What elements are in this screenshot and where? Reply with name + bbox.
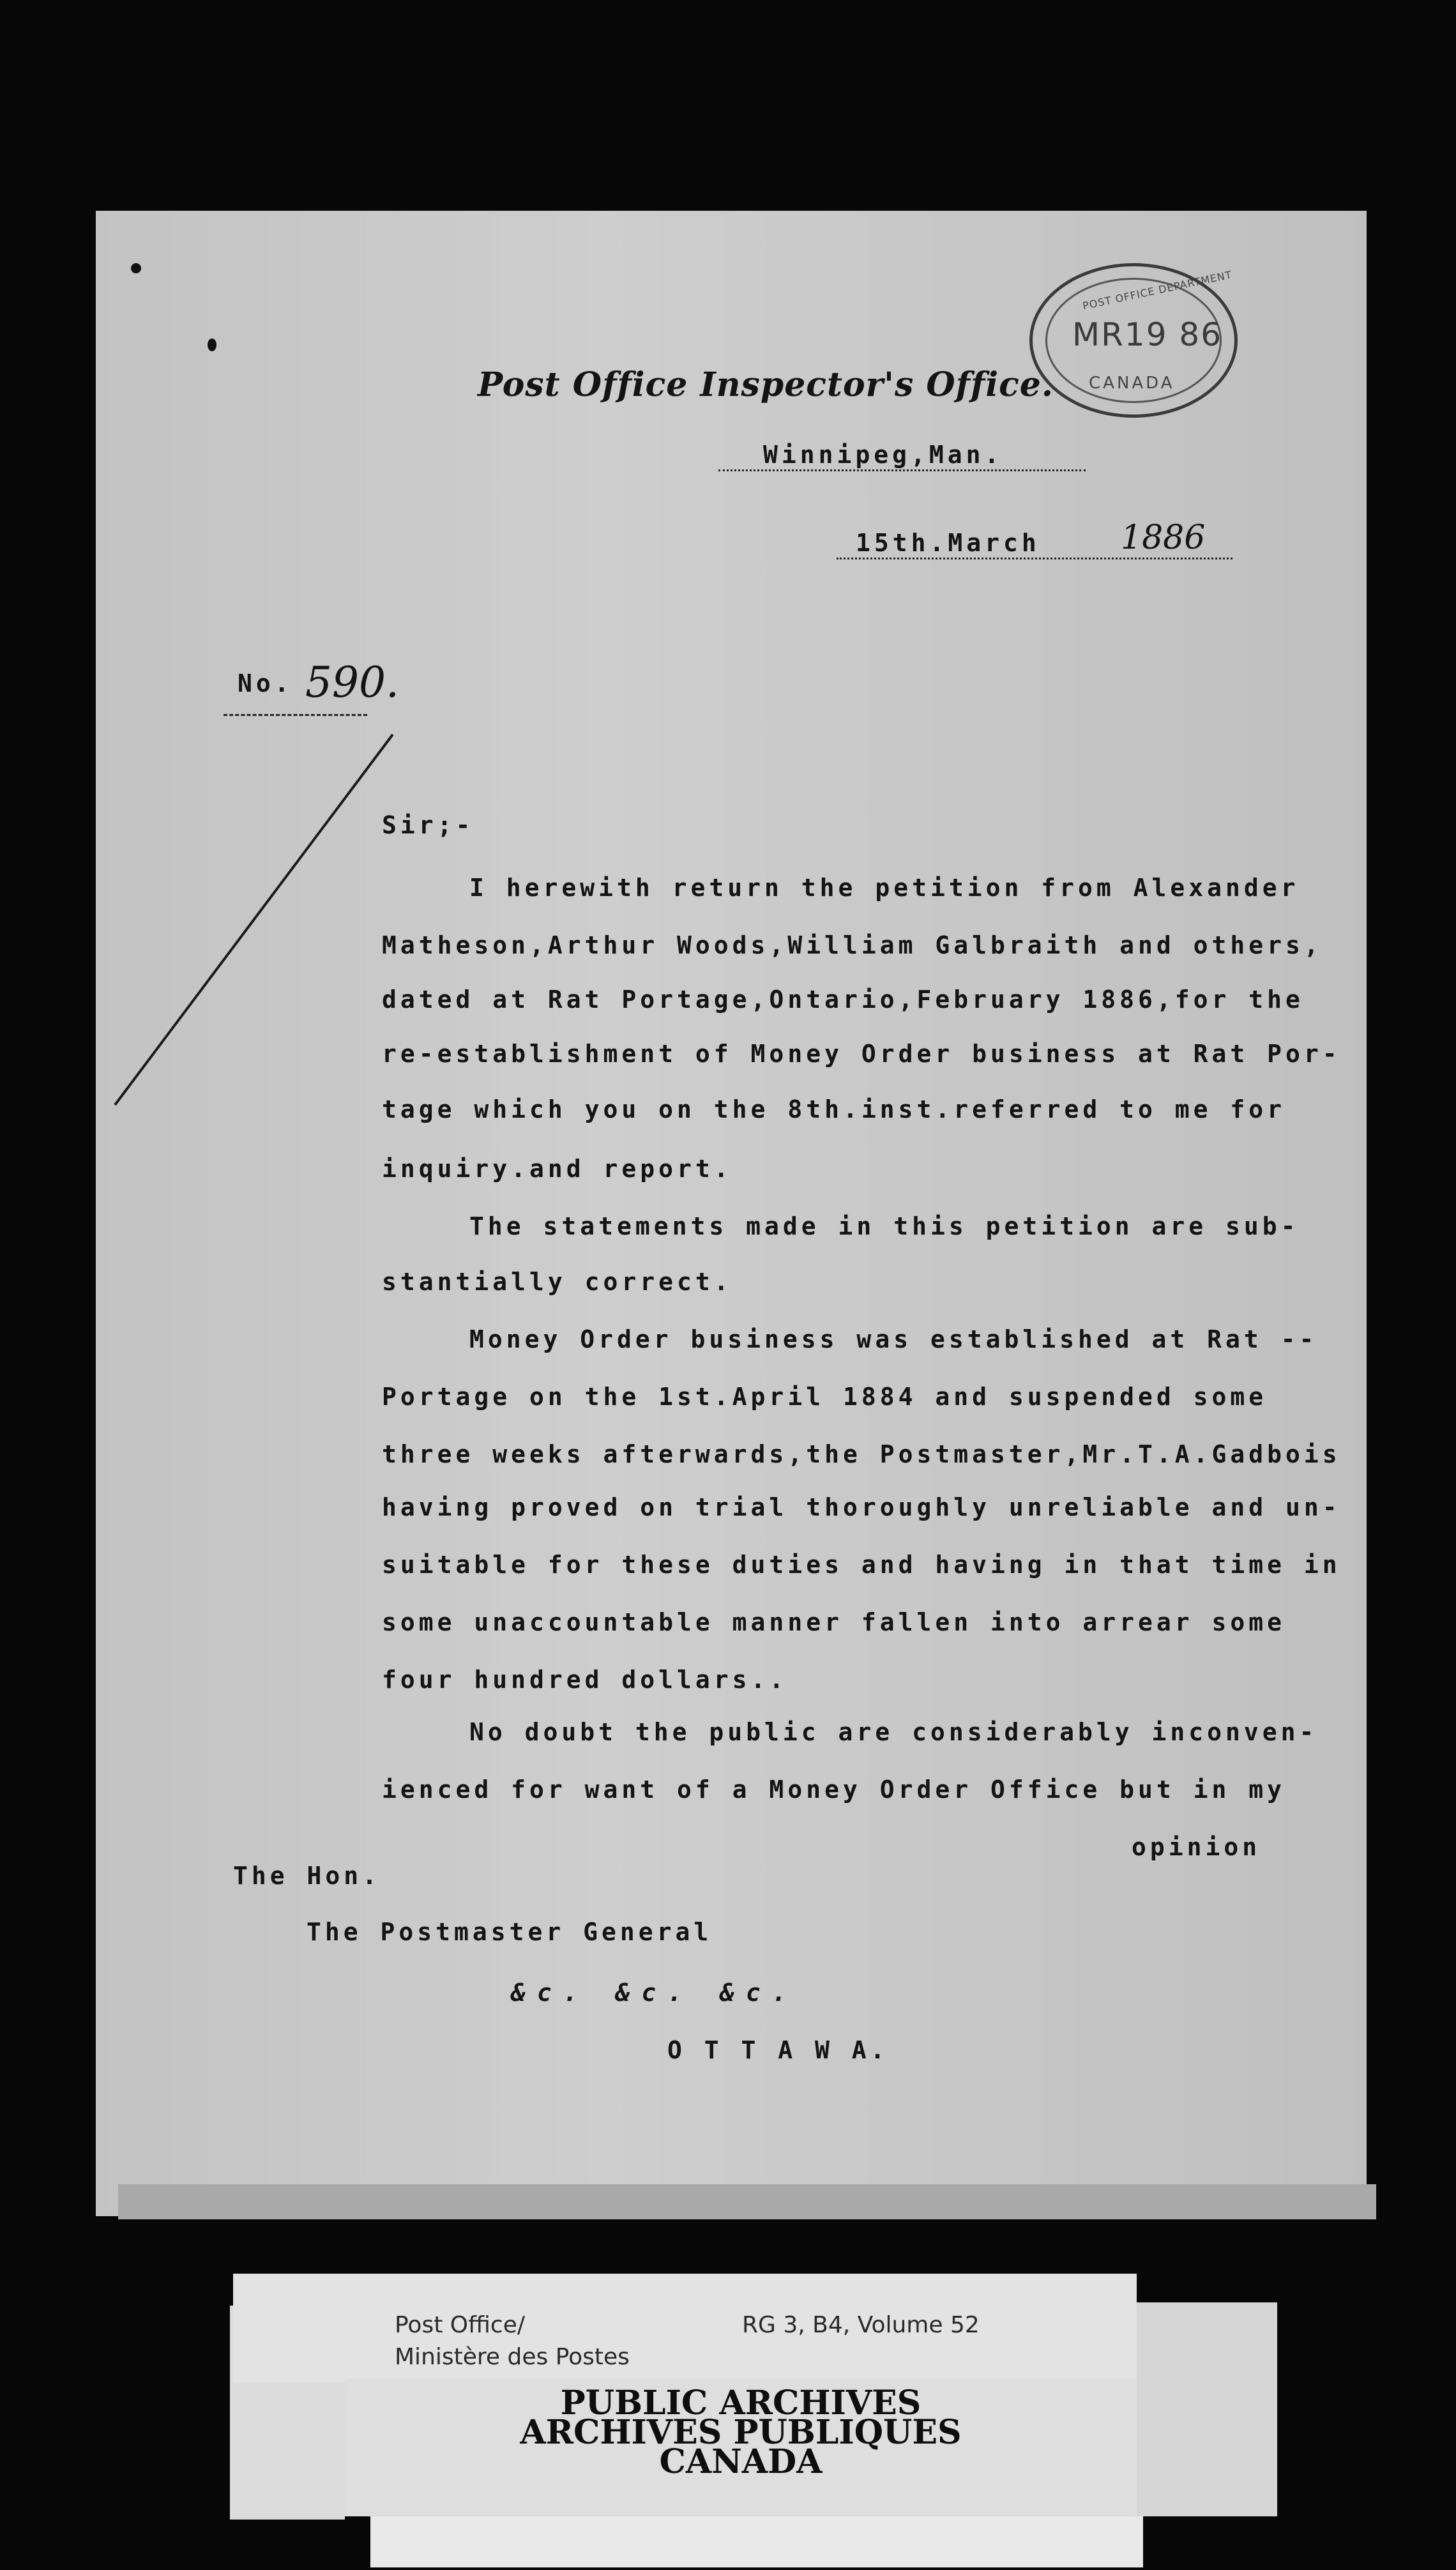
diagonal-line (115, 734, 393, 1105)
letter-line: having proved on trial thoroughly unreliable and un- (382, 1493, 1341, 1521)
reference-rule (224, 714, 367, 716)
date-rule (837, 558, 1232, 559)
letter-line: Matheson,Arthur Woods,William Galbraith and others, (382, 931, 1323, 959)
recipient-etc: &c. &c. &c. (511, 1979, 798, 2007)
letter-line: tage which you on the 8th.inst.referred to me for (382, 1095, 1286, 1123)
reference-label: No. (238, 669, 293, 697)
reference-number: 590. (305, 658, 399, 707)
letter-line: dated at Rat Portage,Ontario,February 1886,for the (382, 985, 1304, 1014)
fonds-line-1: Post Office/ (395, 2312, 525, 2338)
archive-label-top (233, 2274, 1137, 2382)
page-edge (118, 2184, 1376, 2219)
letter-line: Money Order business was established at Rat -- (469, 1325, 1318, 1353)
place-line: Winnipeg,Man. (763, 441, 1003, 469)
archive-reference: RG 3, B4, Volume 52 (742, 2312, 980, 2338)
archives-line-2: ARCHIVES PUBLIQUES (520, 2413, 962, 2452)
letter-line: four hundred dollars.. (382, 1666, 788, 1694)
archives-line-1: PUBLIC ARCHIVES (560, 2384, 921, 2422)
date-line: 15th.March (856, 529, 1040, 557)
catchword: opinion (1132, 1833, 1261, 1861)
letter-line: The statements made in this petition are sub- (469, 1212, 1300, 1240)
ink-speck (131, 263, 141, 273)
archives-line-3: CANADA (659, 2442, 823, 2481)
received-stamp (1029, 263, 1238, 418)
label-backing-right (1137, 2302, 1277, 2516)
stamp-bottom-text: CANADA (1089, 374, 1175, 393)
recipient-title: The Hon. (233, 1862, 381, 1890)
letter-line: stantially correct. (382, 1268, 732, 1296)
letter-line: I herewith return the petition from Alexander (469, 874, 1300, 902)
letter-line: Portage on the 1st.April 1884 and suspended some (382, 1383, 1268, 1411)
letter-line: three weeks afterwards,the Postmaster,Mr.T.A.Gadbois (382, 1440, 1341, 1468)
letter-line: ienced for want of a Money Order Office but in my (382, 1775, 1286, 1804)
letter-line: No doubt the public are considerably inconven- (469, 1718, 1318, 1746)
place-rule (718, 469, 1086, 471)
date-year: 1886 (1121, 519, 1206, 557)
ink-speck (208, 338, 216, 351)
salutation: Sir;- (382, 811, 474, 839)
margin-stroke (109, 728, 402, 1111)
letter-line: re-establishment of Money Order business at Rat Por- (382, 1040, 1341, 1068)
letter-line: some unaccountable manner fallen into arrear some (382, 1608, 1286, 1636)
stamp-date: MR19 86 (1072, 316, 1223, 353)
stamp-top-text: POST OFFICE DEPARTMENT (1081, 268, 1234, 312)
letter-line: suitable for these duties and having in that time in (382, 1551, 1341, 1579)
office-heading: Post Office Inspector's Office. (478, 365, 1054, 404)
letter-line: inquiry.and report. (382, 1155, 732, 1183)
label-strip (370, 2516, 1143, 2567)
recipient-city: O T T A W A. (667, 2036, 889, 2064)
fonds-line-2: Ministère des Postes (395, 2344, 630, 2370)
recipient-name: The Postmaster General (307, 1918, 713, 1946)
